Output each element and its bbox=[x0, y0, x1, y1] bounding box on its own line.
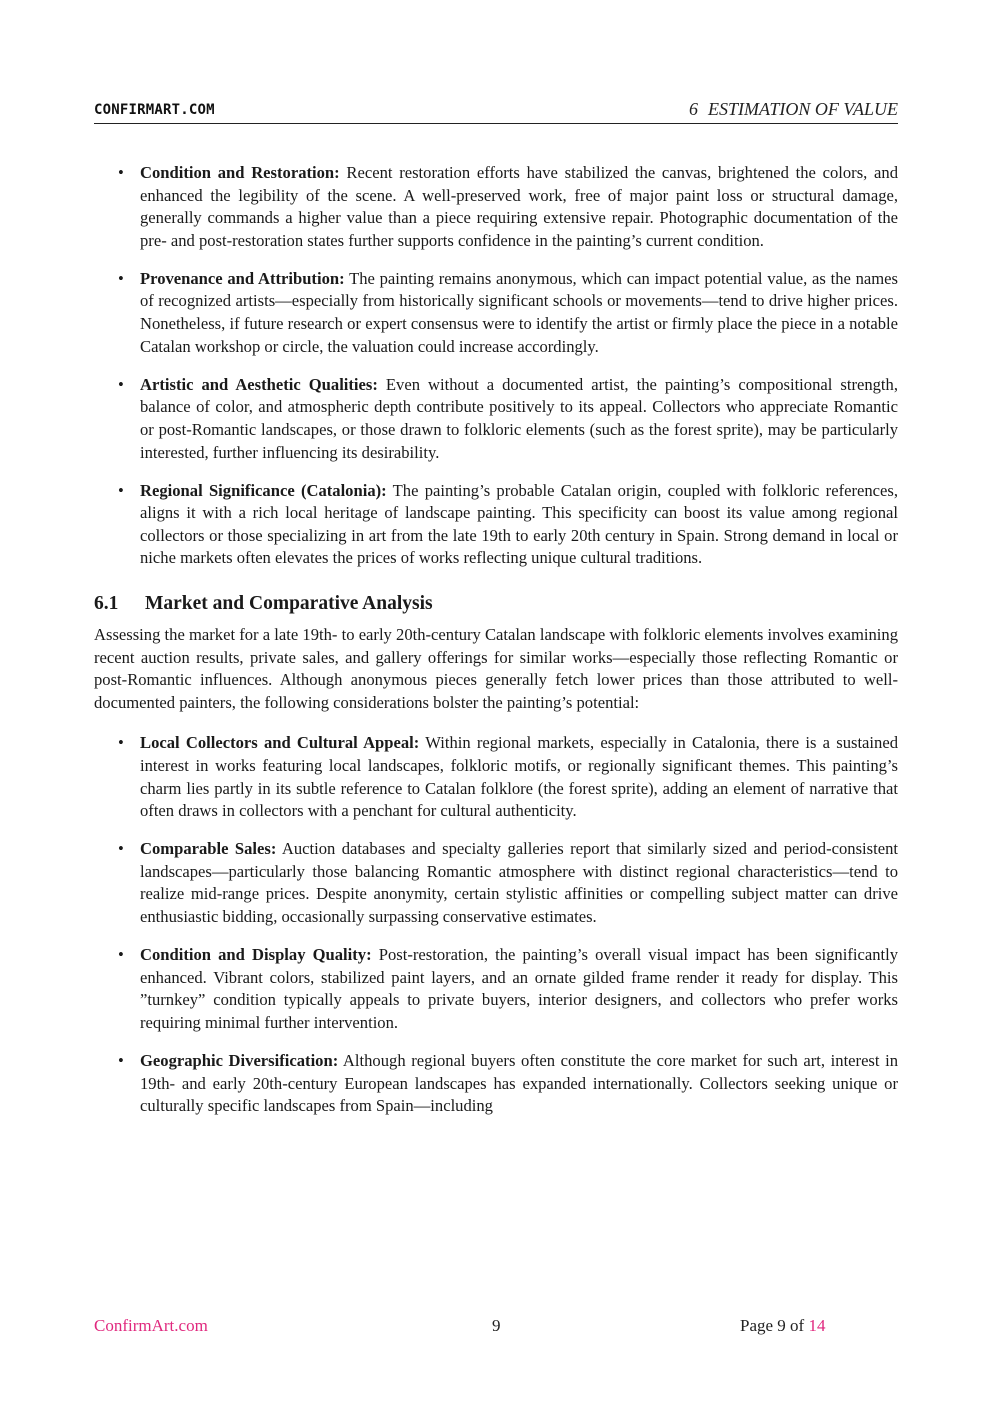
list-item-text: Recent restoration efforts have stabilized the canvas, brightened the colors, and enhanced the legibility of the scene. A well-preserved work, free of major paint loss or structural damage, generally commands a higher value than a piece requiring extensive repair. Photographic documentation of the pre- and post-restoration states further supports confidence in the painting’s current condition. bbox=[140, 163, 898, 250]
list-item-text: The painting remains anonymous, which can impact potential value, as the names of recognized artists—especially from historically significant schools or movements—tend to drive higher prices. Nonetheless, if future research or expert consensus were to identify the artist or firmly place the piece in a notable Catalan workshop or circle, the valuation could increase accordingly. bbox=[140, 268, 898, 356]
list-item-text: Within regional markets, especially in Catalonia, there is a sustained interest in works featuring local landscapes, folkloric motifs, or regionally significant themes. This painting’s charm lies partly in its subtle reference to Catalan folklore (the forest sprite), adding an element of narrative that often draws in collectors with a penchant for cultural authenticity. bbox=[140, 733, 898, 821]
list-item-term: Comparable Sales: bbox=[140, 839, 277, 859]
list-item-term: Provenance and Attribution: bbox=[140, 268, 345, 288]
list-item-text: Even without a documented artist, the painting’s compositional strength, balance of color, and atmospheric depth contribute positively to its appeal. Collectors who appreciate Romantic or post-Romantic landscapes, or those drawn to folkloric elements (such as the forest sprite), may be particularly interested, further influencing its desirability. bbox=[140, 374, 898, 462]
list-item-text: Post-restoration, the painting’s overall visual impact has been significantly enhanced. Vibrant colors, stabilized paint layers, and an ornate gilded frame render it ready for display. This ”turnkey” condition typically appeals to private buyers, interior designers, and collectors who prefer works requiring minimal further intervention. bbox=[140, 945, 899, 1032]
page-footer bbox=[94, 1316, 898, 1340]
footer-page-of bbox=[740, 1316, 825, 1336]
list-item bbox=[94, 480, 898, 570]
page-header bbox=[94, 99, 898, 124]
subsection-intro: Assessing the market for a late 19th- to early 20th-century Catalan landscape with folkloric elements involves examining recent auction results, private sales, and gallery offerings for similar works—especially those reflecting Romantic or post-Romantic influences. Although anonymous pieces generally fetch lower prices than those attributed to well-documented painters, the following considerations bolster the painting’s potential: bbox=[94, 625, 898, 712]
footer-site-link[interactable]: ConfirmArt.com bbox=[94, 1316, 208, 1335]
footer-page-total-link[interactable]: 14 bbox=[808, 1316, 826, 1335]
list-item bbox=[94, 838, 898, 928]
list-item-text: The painting’s probable Catalan origin, coupled with folkloric references, aligns it with a rich local heritage of landscape painting. This specificity can boost its value among regional collectors or those specializing in art from the late 19th to early 20th century in Spain. Strong demand in local or niche markets often elevates the prices of works reflecting unique cultural traditions. bbox=[140, 480, 898, 568]
logo: CONFIRMART.COM bbox=[94, 102, 215, 118]
list-item-term: Artistic and Aesthetic Qualities: bbox=[140, 374, 378, 394]
list-item-term: Geographic Diversification: bbox=[140, 1051, 339, 1070]
running-head-section-number: 6 bbox=[689, 99, 699, 119]
list-item bbox=[94, 268, 898, 358]
list-item-term: Local Collectors and Cultural Appeal: bbox=[140, 733, 420, 753]
list-item bbox=[94, 732, 898, 822]
list-item bbox=[94, 162, 898, 252]
running-head bbox=[689, 99, 898, 120]
subsection-number: 6.1 bbox=[94, 593, 119, 614]
page-content bbox=[94, 162, 898, 1133]
footer-page-of-prefix: Page 9 of bbox=[740, 1316, 805, 1335]
list-item-term: Condition and Restoration: bbox=[140, 163, 340, 182]
list-item bbox=[94, 374, 898, 464]
running-head-section-title: ESTIMATION OF VALUE bbox=[708, 99, 898, 119]
list-item-text: Auction databases and specialty galleries report that similarly sized and period-consistent landscapes—particularly those balancing Romantic atmosphere with distinct regional characteristics—tend to realize mid-range prices. Despite anonymity, certain stylistic affinities or compelling subject matter can drive enthusiastic bidding, occasionally surpassing conservative estimates. bbox=[140, 839, 898, 927]
list-item bbox=[94, 944, 898, 1034]
footer-page-number: 9 bbox=[492, 1316, 501, 1335]
subsection-heading bbox=[94, 592, 898, 616]
bullet-list-value-factors bbox=[94, 162, 898, 570]
list-item-term: Condition and Display Quality: bbox=[140, 945, 372, 965]
bullet-list-market-considerations bbox=[94, 732, 898, 1117]
list-item bbox=[94, 1050, 898, 1118]
subsection-title: Market and Comparative Analysis bbox=[145, 593, 433, 614]
list-item-text: Although regional buyers often constitute the core market for such art, interest in 19th- and early 20th-century European landscapes has expanded internationally. Collectors seeking unique or culturally specific landscapes from Spain—including bbox=[140, 1051, 899, 1116]
list-item-term: Regional Significance (Catalonia): bbox=[140, 480, 387, 500]
